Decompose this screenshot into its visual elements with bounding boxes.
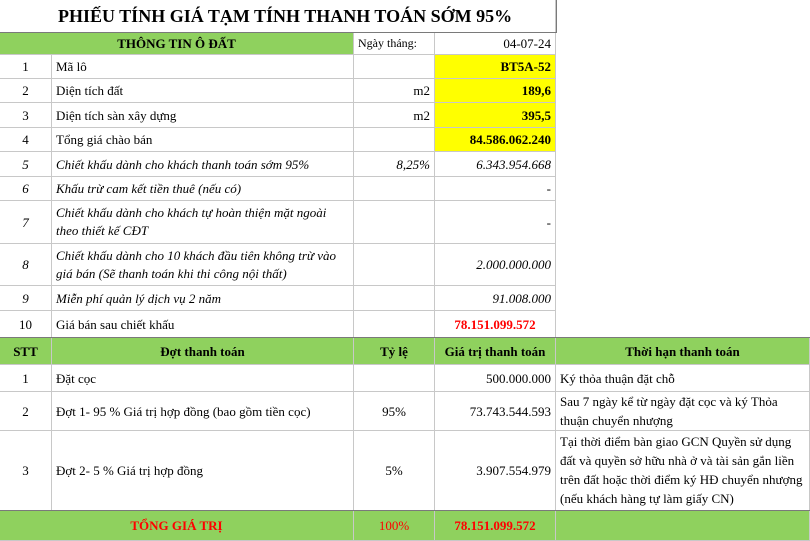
info-row-number: 1 xyxy=(0,55,52,79)
info-row-description: Chiết khấu dành cho khách thanh toán sớm 95% xyxy=(52,152,354,177)
info-row-number: 9 xyxy=(0,286,52,311)
info-row-unit xyxy=(354,128,435,152)
payment-header-deadline: Thời hạn thanh toán xyxy=(556,338,810,365)
info-row-unit xyxy=(354,55,435,79)
payment-stt: 3 xyxy=(0,431,52,511)
info-row-value: 6.343.954.668 xyxy=(435,152,556,177)
info-row-unit xyxy=(354,286,435,311)
payment-value: 3.907.554.979 xyxy=(435,431,556,511)
info-row-value: 189,6 xyxy=(435,79,556,103)
info-row-value: 2.000.000.000 xyxy=(435,244,556,286)
info-row-value: 78.151.099.572 xyxy=(435,311,556,338)
info-row-number: 5 xyxy=(0,152,52,177)
info-row-number: 4 xyxy=(0,128,52,152)
info-row-description: Khấu trừ cam kết tiền thuê (nếu có) xyxy=(52,177,354,201)
info-row-value: - xyxy=(435,177,556,201)
info-row-value: 395,5 xyxy=(435,103,556,128)
total-label: TỔNG GIÁ TRỊ xyxy=(0,511,354,541)
payment-deadline: Sau 7 ngày kể từ ngày đặt cọc và ký Thỏa thuận chuyển nhượng xyxy=(556,392,810,431)
info-row-value: 91.008.000 xyxy=(435,286,556,311)
info-row-unit: m2 xyxy=(354,103,435,128)
info-row-value: 84.586.062.240 xyxy=(435,128,556,152)
info-row-description: Giá bán sau chiết khấu xyxy=(52,311,354,338)
total-ratio: 100% xyxy=(354,511,435,541)
date-label: Ngày tháng: xyxy=(354,33,435,55)
info-row-description: Mã lô xyxy=(52,55,354,79)
info-row-description: Diện tích đất xyxy=(52,79,354,103)
info-row-description: Tổng giá chào bán xyxy=(52,128,354,152)
payment-value: 500.000.000 xyxy=(435,365,556,392)
info-row-number: 10 xyxy=(0,311,52,338)
info-row-value: - xyxy=(435,201,556,244)
info-row-number: 3 xyxy=(0,103,52,128)
payment-deadline: Tại thời điểm bàn giao GCN Quyền sử dụng đất và quyền sở hữu nhà ở và tài sản gắn liền trên đất hoặc thời điểm ký HĐ chuyển nhượng (nếu khách hàng tự làm giấy CN) xyxy=(556,431,810,511)
payment-ratio: 95% xyxy=(354,392,435,431)
info-row-number: 6 xyxy=(0,177,52,201)
info-row-unit: 8,25% xyxy=(354,152,435,177)
info-row-description: Chiết khấu dành cho khách tự hoàn thiện mặt ngoài theo thiết kế CĐT xyxy=(52,201,354,244)
payment-stt: 2 xyxy=(0,392,52,431)
payment-period: Đặt cọc xyxy=(52,365,354,392)
payment-stt: 1 xyxy=(0,365,52,392)
info-row-unit xyxy=(354,311,435,338)
info-row-description: Chiết khấu dành cho 10 khách đầu tiên không trừ vào giá bán (Sẽ thanh toán khi thi công nội thất) xyxy=(52,244,354,286)
payment-period: Đợt 2- 5 % Giá trị hợp đồng xyxy=(52,431,354,511)
payment-ratio xyxy=(354,365,435,392)
date-value: 04-07-24 xyxy=(435,33,556,55)
info-row-unit: m2 xyxy=(354,79,435,103)
payment-header-stt: STT xyxy=(0,338,52,365)
payment-header-value: Giá trị thanh toán xyxy=(435,338,556,365)
info-row-value: BT5A-52 xyxy=(435,55,556,79)
info-row-unit xyxy=(354,201,435,244)
info-row-description: Miễn phí quản lý dịch vụ 2 năm xyxy=(52,286,354,311)
payment-period: Đợt 1- 95 % Giá trị hợp đồng (bao gồm tiền cọc) xyxy=(52,392,354,431)
info-row-number: 7 xyxy=(0,201,52,244)
sheet-title: PHIẾU TÍNH GIÁ TẠM TÍNH THANH TOÁN SỚM 95% xyxy=(0,0,556,33)
total-empty xyxy=(556,511,810,541)
payment-header-period: Đợt thanh toán xyxy=(52,338,354,365)
payment-header-ratio: Tỷ lệ xyxy=(354,338,435,365)
payment-ratio: 5% xyxy=(354,431,435,511)
info-row-unit xyxy=(354,177,435,201)
payment-deadline: Ký thỏa thuận đặt chỗ xyxy=(556,365,810,392)
info-header: THÔNG TIN Ô ĐẤT xyxy=(0,33,354,55)
payment-value: 73.743.544.593 xyxy=(435,392,556,431)
info-row-description: Diện tích sàn xây dựng xyxy=(52,103,354,128)
info-row-number: 2 xyxy=(0,79,52,103)
info-row-unit xyxy=(354,244,435,286)
info-row-number: 8 xyxy=(0,244,52,286)
total-value: 78.151.099.572 xyxy=(435,511,556,541)
empty-corner xyxy=(556,0,810,33)
